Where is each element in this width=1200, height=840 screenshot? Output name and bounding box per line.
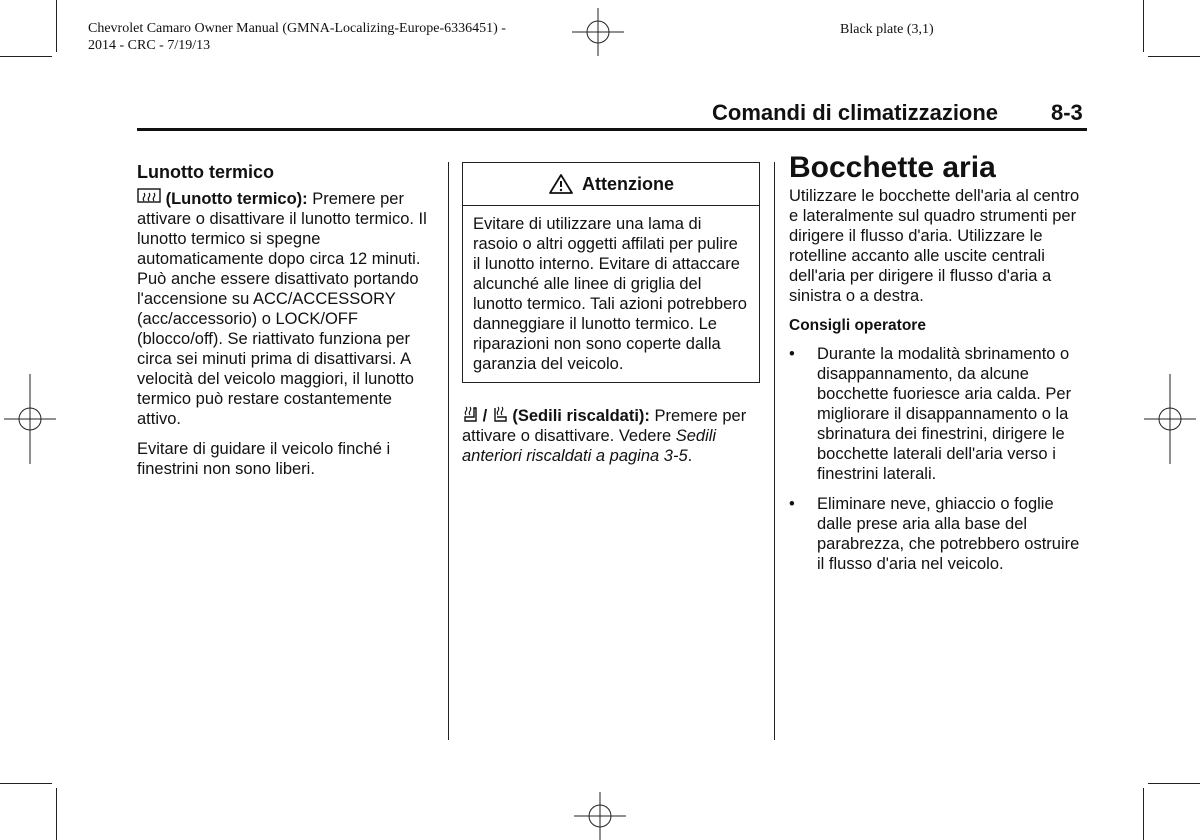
seat-separator: / — [482, 407, 488, 425]
warning-box — [462, 162, 760, 383]
warning-header — [463, 163, 759, 206]
column-warning-seats — [462, 162, 760, 476]
print-header-line1: Chevrolet Camaro Owner Manual (GMNA-Localizing-Europe-6336451) - — [88, 21, 506, 36]
seat-label: (Sedili riscaldati): — [512, 407, 650, 425]
paragraph-guidare: Evitare di guidare il veicolo finché i finestrini non sono liberi. — [137, 440, 391, 478]
list-item — [789, 344, 1089, 484]
list-item-text: Eliminare neve, ghiaccio o foglie dalle prese aria alla base del parabrezza, che potrebbero ostruire il flusso d'aria nel veicolo. — [817, 495, 1080, 573]
warning-title: Attenzione — [582, 174, 674, 194]
registration-mark-icon — [574, 792, 626, 840]
header-rule — [137, 128, 1087, 131]
column-divider — [774, 162, 775, 740]
lunotto-text: Premere per attivare o disattivare il lunotto termico. Il lunotto termico si spegne automaticamente dopo circa 12 minuti. Può anche essere disattivato portando l'accensione su ACC/ACCESSORY (acc/accessorio) o LOCK/OFF (blocco/off). Se riattivato funziona per circa sei minuti prima di disattivarsi. A velocità del veicolo maggiori, il lunotto termico può restare costantemente attivo. — [137, 190, 427, 428]
warning-text: Evitare di utilizzare una lama di rasoio o altri oggetti affilati per pulire il lunotto interno. Evitare di attaccare alcunché alle linee di griglia del lunotto termico. Tali azioni potrebbero danneggiare il lunotto termico. Le riparazioni non sono coperte dalla garanzia del veicolo. — [473, 215, 747, 373]
print-header-left — [88, 20, 506, 54]
crop-mark — [0, 56, 52, 57]
registration-mark-icon — [1144, 374, 1196, 464]
tips-list — [789, 344, 1089, 574]
rear-defrost-icon — [137, 188, 161, 206]
crop-mark — [1148, 783, 1200, 784]
list-item-text: Durante la modalità sbrinamento o disappannamento, da alcune bocchette fuoriesce aria calda. Per migliorare il disappannamento o la sbrinatura dei finestrini, dirigere le bocchette laterali dell'aria verso i finestrini laterali. — [817, 345, 1072, 483]
bullet-glyph: • — [789, 345, 795, 363]
print-header-right: Black plate (3,1) — [840, 22, 934, 37]
heated-seatback-icon — [492, 405, 508, 423]
section-title: Comandi di climatizzazione — [712, 100, 999, 125]
column-bocchette-aria — [789, 151, 1089, 584]
heading-lunotto-termico: Lunotto termico — [137, 162, 274, 182]
paragraph-lunotto — [137, 188, 437, 429]
registration-mark-icon — [572, 8, 624, 56]
registration-mark-icon — [4, 374, 56, 464]
seat-text-end: . — [687, 447, 693, 465]
subheading-consigli: Consigli operatore — [789, 317, 926, 334]
heated-seat-icon — [462, 405, 478, 423]
crop-mark — [56, 0, 57, 52]
heading-bocchette-aria: Bocchette aria — [789, 151, 996, 184]
crop-mark — [1143, 788, 1144, 840]
page-number: 8-3 — [1051, 100, 1083, 125]
print-header-line2: 2014 - CRC - 7/19/13 — [88, 38, 211, 53]
seat-page-reference[interactable]: Sedili anteriori riscaldati a pagina 3-5 — [462, 427, 717, 465]
column-lunotto-termico — [137, 162, 437, 489]
paragraph-sedili — [462, 405, 760, 466]
column-divider — [448, 162, 449, 740]
crop-mark — [0, 783, 52, 784]
seat-text: Premere per attivare o disattivare. Vedere — [462, 407, 747, 445]
warning-triangle-icon — [548, 173, 574, 195]
crop-mark — [56, 788, 57, 840]
bullet-glyph: • — [789, 495, 795, 513]
paragraph-bocchette-intro: Utilizzare le bocchette dell'aria al centro e lateralmente sul quadro strumenti per dirigere il flusso d'aria. Utilizzare le rotelline accanto alle uscite centrali dell'aria per dirigere il flusso d'aria a sinistra o a destra. — [789, 187, 1080, 305]
crop-mark — [1148, 56, 1200, 57]
lunotto-label: (Lunotto termico): — [165, 190, 308, 208]
crop-mark — [1143, 0, 1144, 52]
list-item — [789, 494, 1089, 574]
